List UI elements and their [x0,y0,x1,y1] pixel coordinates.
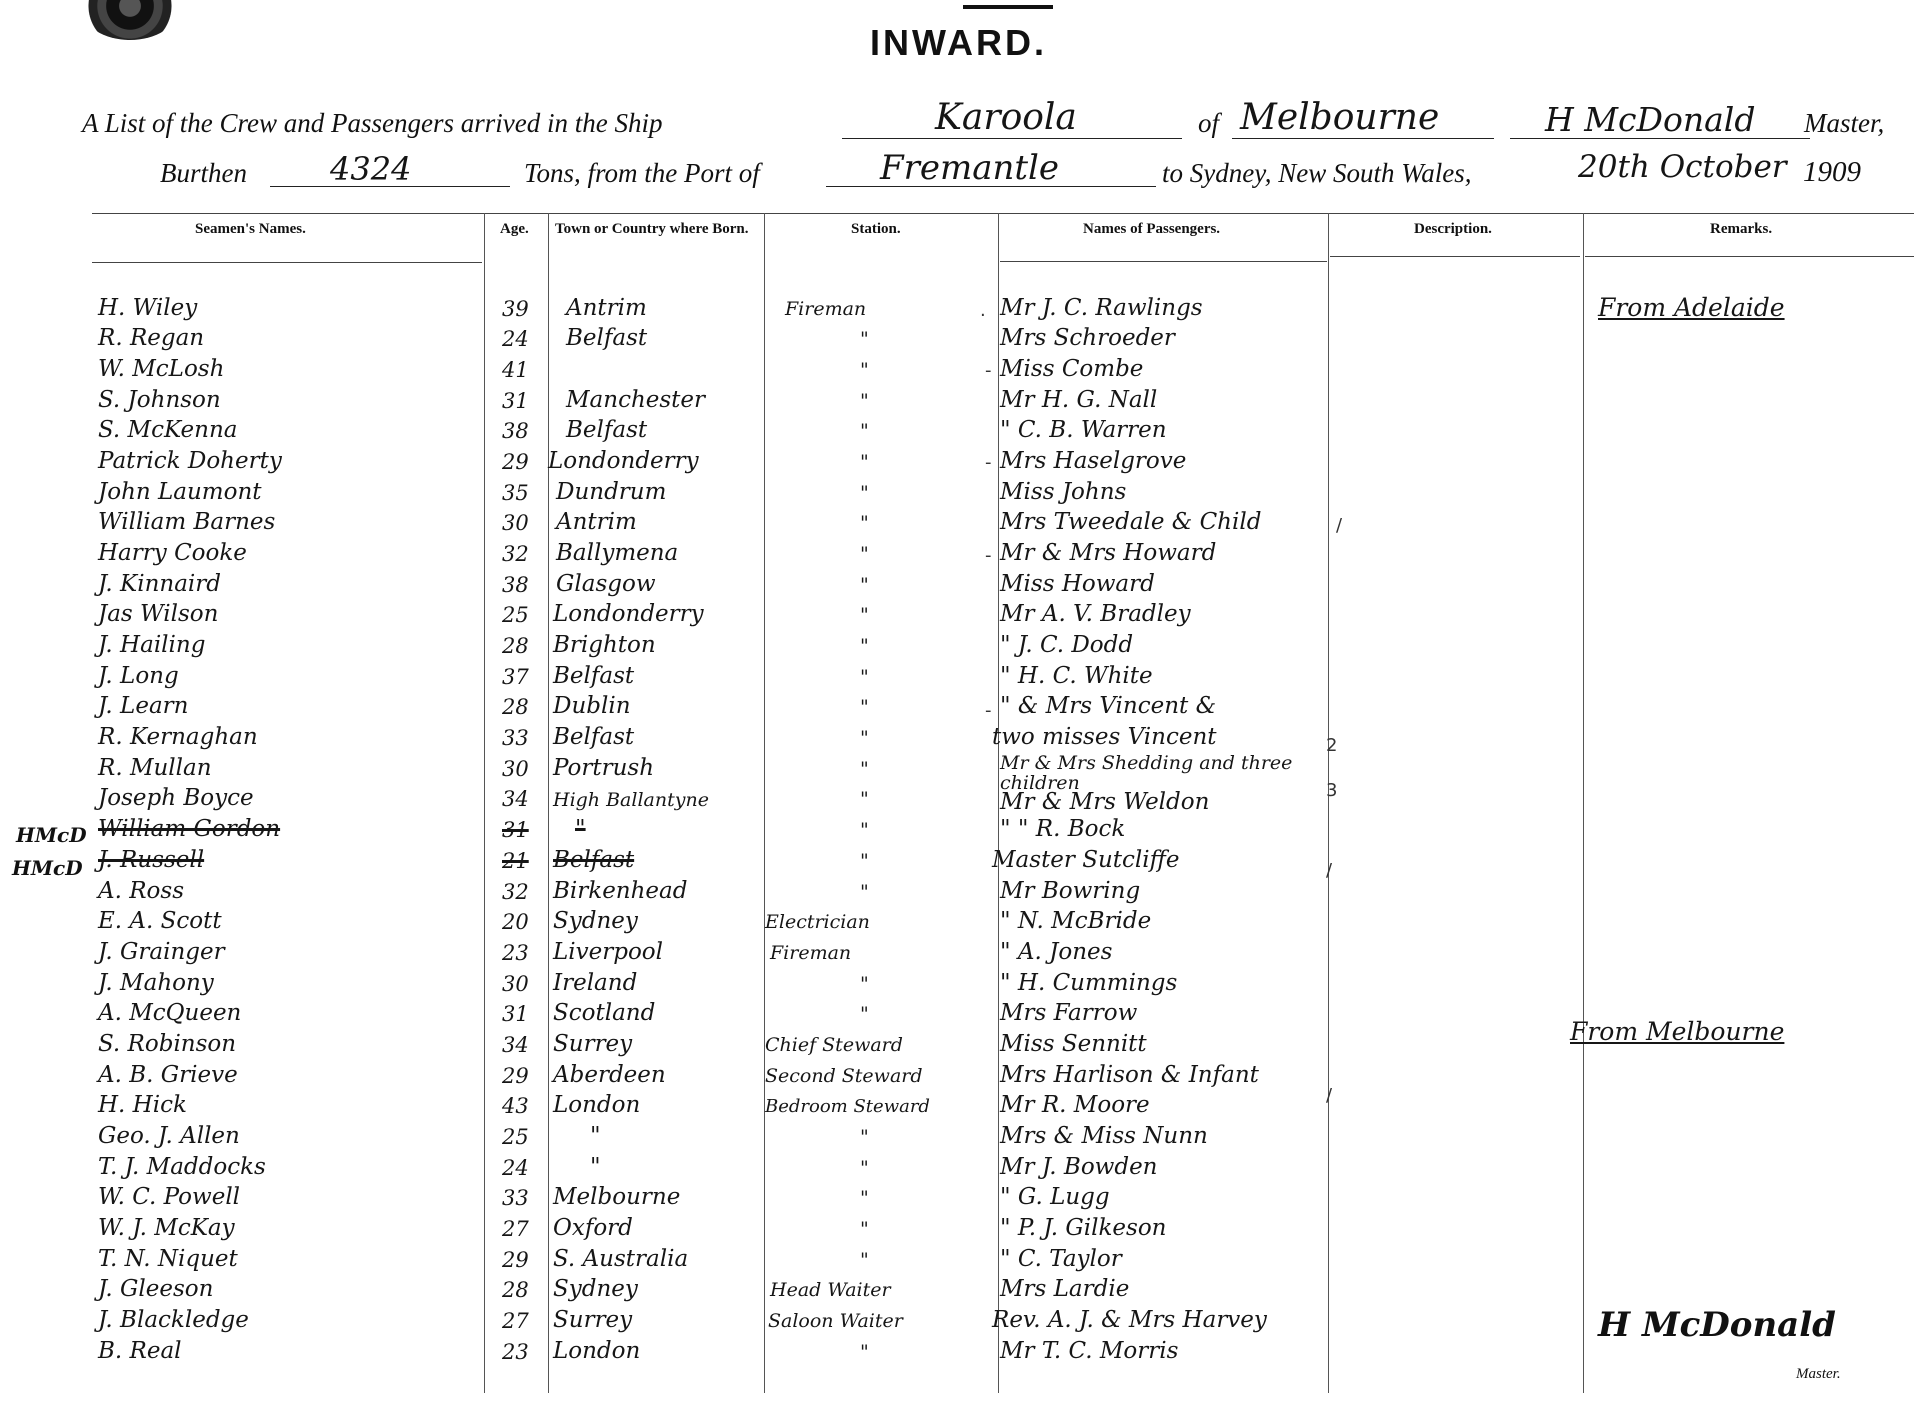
seaman-birthplace: S. Australia [553,1246,689,1272]
passenger-name: " N. McBride [1000,908,1152,934]
seaman-age: 29 [502,1064,529,1088]
seaman-name: J. Blackledge [98,1307,249,1333]
seaman-name: E. A. Scott [98,908,222,934]
seaman-name: Joseph Boyce [98,785,254,811]
tick-mark: - [985,452,992,473]
seaman-name: T. J. Maddocks [98,1154,266,1180]
seaman-age: 29 [502,1248,529,1272]
passenger-name: " P. J. Gilkeson [1000,1215,1167,1241]
seaman-birthplace: London [553,1338,641,1364]
remark-from-melbourne: From Melbourne [1570,1017,1785,1046]
header-underline-remarks [1585,256,1914,257]
seaman-station: Fireman [770,942,852,964]
seaman-age: 32 [502,880,529,904]
seaman-age: 35 [502,481,529,505]
seaman-birthplace: Belfast [553,724,635,750]
header-intro: A List of the Crew and Passengers arrived in the Ship [82,108,663,138]
seaman-birthplace: Belfast [566,417,648,443]
seaman-age: 41 [502,358,529,382]
column-header-description: Description. [1414,221,1492,237]
tick-mark: / [1326,860,1333,881]
seaman-age: 20 [502,910,529,934]
seaman-station: Chief Steward [765,1034,903,1056]
seaman-birthplace: " [590,1154,601,1180]
seaman-age: 28 [502,695,529,719]
passenger-name: " H. Cummings [1000,970,1178,996]
seaman-name: John Laumont [98,479,262,505]
passenger-name: Mr & Mrs Howard [1000,540,1217,566]
seaman-age: 31 [502,818,529,842]
seaman-age: 31 [502,389,529,413]
signature-label: Master. [1796,1366,1841,1382]
seaman-birthplace: Ireland [553,970,638,996]
seaman-age: 30 [502,972,529,996]
seaman-station: Head Waiter [770,1279,891,1301]
arrival-year: 1909 [1803,156,1861,188]
passenger-name: " G. Lugg [1000,1184,1110,1210]
column-divider [1328,213,1329,1393]
seaman-station: " [860,1187,869,1209]
seaman-birthplace: Belfast [553,847,635,873]
passenger-name: " C. Taylor [1000,1246,1122,1272]
passenger-name: Mr & Mrs Shedding and three children [1000,752,1293,794]
passenger-name: " H. C. White [1000,663,1153,689]
seaman-station: " [860,1003,869,1025]
passenger-name: " J. C. Dodd [1000,632,1134,658]
seaman-name: S. Johnson [98,387,221,413]
column-divider [998,213,999,1393]
seaman-station: " [860,328,869,350]
seaman-birthplace: Londonderry [553,601,704,627]
seaman-birthplace: Antrim [556,509,637,535]
seaman-age: 32 [502,542,529,566]
seaman-age: 37 [502,665,529,689]
master-initials: HMcD [12,856,83,880]
column-header-passengers: Names of Passengers. [1083,221,1221,237]
column-header-station: Station. [851,221,901,237]
seaman-birthplace: " [575,816,586,842]
seaman-birthplace: Dublin [553,693,631,719]
column-divider [764,213,765,1393]
passenger-name: Master Sutcliffe [992,847,1180,873]
seaman-name: R. Kernaghan [98,724,258,750]
seaman-birthplace: Dundrum [556,479,667,505]
arrival-date: 20th October [1578,149,1787,185]
seaman-birthplace: Manchester [566,387,706,413]
seaman-name: S. Robinson [98,1031,237,1057]
column-divider [548,213,549,1393]
seaman-station: Fireman [785,298,867,320]
seaman-age: 24 [502,1156,529,1180]
seaman-station: Second Steward [765,1065,923,1087]
destination-label: to Sydney, New South Wales, [1162,158,1472,188]
passenger-name: Mrs Lardie [1000,1276,1130,1302]
header-underline-seamen [92,262,482,263]
tick-mark: - [985,545,992,566]
seaman-age: 27 [502,1309,529,1333]
column-header-birthplace: Town or Country where Born. [555,221,749,237]
seaman-name: Harry Cooke [98,540,247,566]
seaman-birthplace: Portrush [553,755,655,781]
passenger-name: Mr A. V. Bradley [1000,601,1191,627]
passenger-name: Miss Combe [1000,356,1144,382]
seaman-birthplace: Surrey [553,1307,633,1333]
seaman-name: Geo. J. Allen [98,1123,240,1149]
passenger-name: Miss Johns [1000,479,1127,505]
seaman-station: Electrician [765,911,870,933]
seaman-birthplace: Sydney [553,908,638,934]
passenger-name: Mrs Tweedale & Child [1000,509,1262,535]
tons-label: Tons, from the Port of [524,158,760,188]
ship-name: Karoola [935,97,1077,138]
passenger-name: Miss Sennitt [1000,1031,1147,1057]
seaman-name: A. McQueen [98,1000,242,1026]
master-initials: HMcD [16,823,87,847]
remark-from-adelaide: From Adelaide [1598,293,1785,322]
seaman-name: J. Hailing [98,632,206,658]
seaman-station: " [860,850,869,872]
seaman-station: " [860,696,869,718]
seaman-station: " [860,819,869,841]
seaman-station: " [860,390,869,412]
seaman-age: 31 [502,1002,529,1026]
seaman-name: J. Russell [98,847,205,873]
passenger-name: Mr J. Bowden [1000,1154,1158,1180]
seaman-station: " [860,1218,869,1240]
seaman-birthplace: Oxford [553,1215,633,1241]
seaman-name: A. Ross [98,878,185,904]
home-port: Melbourne [1240,97,1440,138]
seaman-age: 38 [502,573,529,597]
seaman-age: 38 [502,419,529,443]
passenger-name: two misses Vincent [992,724,1217,750]
seaman-station: " [860,635,869,657]
of-label: of [1198,108,1220,138]
column-divider [484,213,485,1393]
passenger-name: Mrs & Miss Nunn [1000,1123,1208,1149]
seaman-name: S. McKenna [98,417,238,443]
seaman-birthplace: Belfast [566,325,648,351]
home-port-line [1232,138,1494,139]
seaman-birthplace: Londonderry [548,448,699,474]
tick-mark: - [985,360,992,381]
seaman-birthplace: Belfast [553,663,635,689]
seaman-age: 43 [502,1094,529,1118]
seaman-birthplace: Scotland [553,1000,656,1026]
seaman-age: 27 [502,1217,529,1241]
seaman-name: J. Learn [98,693,189,719]
passenger-name: " C. B. Warren [1000,417,1167,443]
column-header-seamen: Seamen's Names. [195,221,306,237]
tick-mark: . [980,300,986,321]
passenger-name: Mrs Harlison & Infant [1000,1062,1259,1088]
seaman-age: 30 [502,511,529,535]
seaman-age: 23 [502,941,529,965]
top-rule [963,5,1053,9]
passenger-name: Mrs Farrow [1000,1000,1138,1026]
seaman-station: " [860,574,869,596]
seaman-birthplace: Antrim [566,295,647,321]
header-underline-passengers [1000,261,1327,262]
seaman-birthplace: Aberdeen [553,1062,666,1088]
seaman-name: W. McLosh [98,356,225,382]
seaman-age: 33 [502,726,529,750]
tick-mark: 3 [1326,780,1338,801]
seaman-station: " [860,666,869,688]
seaman-name: J. Kinnaird [98,571,222,597]
passenger-name: Mr Bowring [1000,878,1141,904]
seaman-birthplace: Glasgow [556,571,656,597]
tick-mark: / [1326,1085,1333,1106]
passenger-name: Mr H. G. Nall [1000,387,1158,413]
table-top-rule [92,213,1914,214]
seaman-station: " [860,727,869,749]
seaman-age: 25 [502,1125,529,1149]
passenger-name: Mrs Haselgrove [1000,448,1187,474]
tick-mark: - [985,700,992,721]
seaman-age: 23 [502,1340,529,1364]
seaman-name: J. Gleeson [98,1276,214,1302]
seaman-age: 33 [502,1186,529,1210]
seaman-name: J. Long [98,663,179,689]
tonnage: 4324 [330,150,412,188]
seaman-station: " [860,482,869,504]
passenger-name: Mr J. C. Rawlings [1000,295,1203,321]
seaman-age: 28 [502,1278,529,1302]
seaman-station: " [860,359,869,381]
passenger-name: Mr R. Moore [1000,1092,1150,1118]
seaman-station: Saloon Waiter [768,1310,903,1332]
seaman-station: " [860,1341,869,1363]
tick-mark: 2 [1326,735,1338,756]
seaman-age: 28 [502,634,529,658]
seaman-name: J. Mahony [98,970,214,996]
seaman-birthplace: High Ballantyne [553,789,709,811]
tick-mark: / [1336,515,1343,536]
seaman-birthplace: Surrey [553,1031,633,1057]
master-name: H McDonald [1545,100,1756,139]
seaman-birthplace: Birkenhead [553,878,688,904]
seaman-name: R. Regan [98,325,205,351]
passenger-name: Rev. A. J. & Mrs Harvey [992,1307,1267,1333]
seaman-station: " [860,973,869,995]
seaman-age: 29 [502,450,529,474]
seaman-name: T. N. Niquet [98,1246,238,1272]
master-label: Master, [1804,108,1885,138]
passenger-name: Mrs Schroeder [1000,325,1175,351]
seaman-station: " [860,788,869,810]
seaman-station: " [860,604,869,626]
seaman-station: " [860,451,869,473]
column-header-age: Age. [500,221,529,237]
seaman-name: J. Grainger [98,939,225,965]
seaman-name: William Barnes [98,509,276,535]
seaman-name: R. Mullan [98,755,212,781]
passenger-name: " A. Jones [1000,939,1113,965]
seaman-birthplace: Sydney [553,1276,638,1302]
seaman-age: 39 [502,297,529,321]
from-port: Fremantle [880,148,1060,188]
header-underline-description [1330,256,1580,257]
seaman-station: Bedroom Steward [765,1096,930,1117]
seaman-age: 24 [502,327,529,351]
seaman-age: 21 [502,849,529,873]
seaman-station: " [860,1249,869,1271]
seaman-age: 34 [502,787,529,811]
passenger-name: Mr & Mrs Weldon [1000,789,1210,815]
passenger-name: Miss Howard [1000,571,1155,597]
seaman-name: A. B. Grieve [98,1062,238,1088]
seaman-birthplace: Liverpool [553,939,664,965]
seaman-station: " [860,758,869,780]
seaman-name: B. Real [98,1338,182,1364]
seaman-name: W. C. Powell [98,1184,241,1210]
seaman-station: " [860,1157,869,1179]
seaman-age: 30 [502,757,529,781]
seaman-age: 25 [502,603,529,627]
seaman-age: 34 [502,1033,529,1057]
seaman-birthplace: Ballymena [556,540,679,566]
seaman-name: W. J. McKay [98,1215,235,1241]
seaman-station: " [860,420,869,442]
document-title: INWARD. [870,22,1047,63]
seaman-station: " [860,881,869,903]
seaman-name: H. Wiley [98,295,198,321]
seaman-birthplace: " [590,1123,601,1149]
seaman-name: William Gordon [98,816,281,842]
ship-name-line [842,138,1182,139]
seaman-station: " [860,1126,869,1148]
seaman-birthplace: Brighton [553,632,656,658]
seaman-name: H. Hick [98,1092,187,1118]
burthen-label: Burthen [160,158,247,188]
master-signature: H McDonald [1598,1305,1836,1345]
seaman-birthplace: London [553,1092,641,1118]
passenger-name: " " R. Bock [1000,816,1126,842]
seaman-station: " [860,512,869,534]
seaman-name: Patrick Doherty [98,448,282,474]
column-divider [1583,213,1584,1393]
seaman-birthplace: Melbourne [553,1184,681,1210]
passenger-name: " & Mrs Vincent & [1000,693,1217,719]
seaman-station: " [860,543,869,565]
column-header-remarks: Remarks. [1710,221,1773,237]
seaman-name: Jas Wilson [98,601,219,627]
passenger-name: Mr T. C. Morris [1000,1338,1179,1364]
